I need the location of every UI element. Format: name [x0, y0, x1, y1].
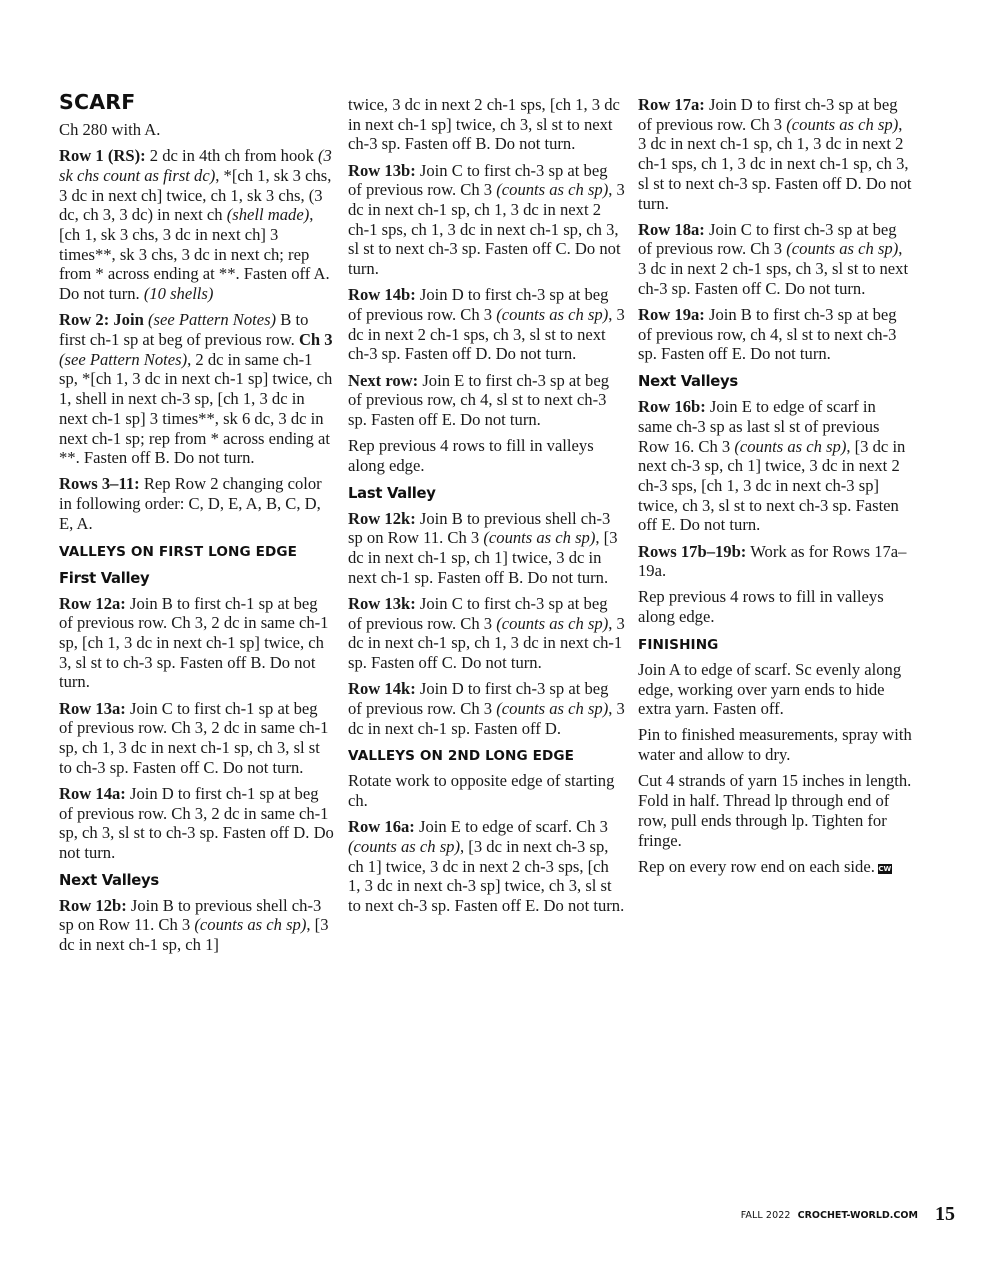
heading-last-valley: Last Valley	[348, 484, 436, 502]
paragraph-row-12b-continued: twice, 3 dc in next 2 ch-1 sps, [ch 1, 3 dc in next ch-1 sp] twice, ch 3, sl st to next ch-3 sp. Fasten off B. Do not turn.	[348, 95, 620, 154]
paragraph-row-16b: Row 16b: Join E to edge of scarf in same ch-3 sp as last sl st of previous Row 16. Ch 3 (counts as ch sp), [3 dc in next ch-3 sp, ch 1] twice, 3 dc in next 2 ch-3 sps, [ch 1, 3 dc in next ch-3 sp] twice, ch 3, sl st to next ch-3 sp. Fasten off E. Do not turn.	[638, 397, 906, 535]
paragraph-row-14a: Row 14a: Join D to first ch-1 sp at beg of previous row. Ch 3, 2 dc in same ch-1 sp, ch 3, sl st to ch-3 sp. Fasten off D. Do not turn.	[59, 783, 334, 862]
row-label: Rows 3–11:	[59, 474, 140, 494]
paragraph-row-13k: Row 13k: Join C to first ch-3 sp at beg of previous row. Ch 3 (counts as ch sp), 3 dc in next ch-1 sp, ch 1, 3 dc in next ch-1 sp. Fasten off C. Do not turn.	[348, 593, 625, 673]
paragraph-row-13b: Row 13b: Join C to first ch-3 sp at beg of previous row. Ch 3 (counts as ch sp), 3 dc in next ch-1 sp, ch 1, 3 dc in next 2 ch-1 sps, ch 1, 3 dc in next ch-1 sp, ch 3, sl st to next ch-3 sp. Fasten off C. Do not turn.	[348, 160, 625, 279]
page-footer	[600, 1203, 955, 1226]
row-label: Row 14a:	[59, 783, 126, 803]
paragraph-row-16a: Row 16a: Join E to edge of scarf. Ch 3 (counts as ch sp), [3 dc in next ch-3 sp, ch 1] twice, 3 dc in next 2 ch-3 sps, [ch 1, 3 dc in next ch-3 sp] twice, ch 3, sl st to next ch-3 sp. Fasten off E. Do not turn.	[348, 817, 625, 916]
text-column-3	[638, 95, 913, 883]
paragraph-row-12k: Row 12k: Join B to previous shell ch-3 sp on Row 11. Ch 3 (counts as ch sp), [3 dc in next ch-1 sp, ch 1] twice, 3 dc in next ch-1 sp. Fasten off B. Do not turn.	[348, 508, 618, 587]
paragraph-row-13a: Row 13a: Join C to first ch-1 sp at beg of previous row. Ch 3, 2 dc in same ch-1 sp, ch 1, 3 dc in next ch-1 sp, ch 3, sl st to ch-3 sp. Fasten off C. Do not turn.	[59, 698, 329, 777]
paragraph-finishing-4: Rep on every row end on each side. CW	[638, 856, 892, 876]
row-label: Row 2: Join	[59, 310, 144, 330]
heading-valleys-first-long-edge: VALLEYS ON FIRST LONG EDGE	[59, 543, 297, 560]
heading-valleys-2nd-long-edge: VALLEYS ON 2ND LONG EDGE	[348, 748, 575, 765]
paragraph-rotate: Rotate work to opposite edge of starting ch.	[348, 771, 615, 811]
text-column-2	[348, 95, 625, 922]
page-number: 15	[935, 1203, 955, 1225]
row-label: Row 13a:	[59, 698, 126, 718]
paragraph-row-12a: Row 12a: Join B to first ch-1 sp at beg of previous row. Ch 3, 2 dc in same ch-1 sp, [ch 1, 3 dc in next ch-1 sp] twice, ch 3, sl st to ch-3 sp. Fasten off B. Do not turn.	[59, 593, 329, 692]
paragraph-row-14k: Row 14k: Join D to first ch-3 sp at beg of previous row. Ch 3 (counts as ch sp), 3 dc in next ch-1 sp. Fasten off D.	[348, 679, 625, 738]
paragraph-rep-previous: Rep previous 4 rows to fill in valleys along edge.	[348, 436, 594, 475]
row-label: Row 16b:	[638, 397, 706, 417]
site-label: CROCHET-WORLD.COM	[797, 1210, 918, 1221]
row-label: Row 13k:	[348, 593, 416, 613]
paragraph-finishing-1: Join A to edge of scarf. Sc evenly along edge, working over yarn ends to hide extra yarn. Fasten off.	[638, 659, 902, 719]
heading-finishing: FINISHING	[638, 636, 719, 653]
heading-next-valleys: Next Valleys	[59, 871, 159, 889]
row-label: Row 16a:	[348, 817, 415, 837]
row-label: Row 17a:	[638, 95, 705, 114]
row-label: Row 12a:	[59, 593, 126, 613]
paragraph-row-1: Row 1 (RS): 2 dc in 4th ch from hook (3 sk chs count as first dc), *[ch 1, sk 3 chs, 3 dc in next ch] twice, ch 1, sk 3 chs, (3 dc, ch 3, 3 dc) in next ch (shell made), [ch 1, sk 3 chs, 3 dc in next ch] 3 times**, sk 3 chs, 3 dc in next ch; rep from * across ending at **. Fasten off A. Do not turn. (10 shells)	[59, 146, 332, 304]
row-label: Row 19a:	[638, 305, 705, 325]
heading-next-valleys: Next Valleys	[638, 373, 738, 391]
paragraph-next-row: Next row: Join E to first ch-3 sp at beg of previous row, ch 4, sl st to next ch-3 sp. Fasten off E. Do not turn.	[348, 370, 609, 430]
paragraph-row-19a: Row 19a: Join B to first ch-3 sp at beg of previous row, ch 4, sl st to next ch-3 sp. Fasten off E. Do not turn.	[638, 305, 897, 364]
issue-label: FALL 2022	[740, 1210, 791, 1221]
paragraph-row-12b: Row 12b: Join B to previous shell ch-3 sp on Row 11. Ch 3 (counts as ch sp), [3 dc in next ch-1 sp, ch 1]	[59, 895, 329, 955]
row-label: Row 13b:	[348, 160, 416, 180]
paragraph-finishing-2: Pin to finished measurements, spray with water and allow to dry.	[638, 725, 912, 765]
row-label: Rows 17b–19b:	[638, 541, 747, 561]
cw-end-mark-icon: CW	[878, 864, 892, 873]
paragraph-row-14b: Row 14b: Join D to first ch-3 sp at beg of previous row. Ch 3 (counts as ch sp), 3 dc in next 2 ch-1 sps, ch 3, sl st to next ch-3 sp. Fasten off D. Do not turn.	[348, 285, 625, 364]
row-label: Row 18a:	[638, 219, 705, 239]
paragraph-row-2: Row 2: Join (see Pattern Notes) B to first ch-1 sp at beg of previous row. Ch 3 (see Pattern Notes), 2 dc in same ch-1 sp, *[ch 1, 3 dc in next ch-1 sp] twice, ch 1, shell in next ch-3 sp, [ch 1, 3 dc in next ch-1 sp] 3 times**, sk 6 dc, 3 dc in next ch-1 sp; rep from * across ending at **. Fasten off B. Do not turn.	[59, 310, 333, 468]
paragraph-rows-17b-19b: Rows 17b–19b: Work as for Rows 17a–19a.	[638, 541, 907, 581]
row-label: Row 14k:	[348, 679, 416, 699]
paragraph-ch-intro: Ch 280 with A.	[59, 120, 161, 139]
paragraph-rep-previous: Rep previous 4 rows to fill in valleys along edge.	[638, 587, 884, 627]
text-column-1	[59, 90, 335, 961]
paragraph-finishing-3: Cut 4 strands of yarn 15 inches in length. Fold in half. Thread lp through end of row, pull ends through lp. Tighten for fringe.	[638, 771, 912, 850]
heading-first-valley: First Valley	[59, 569, 150, 587]
section-title-scarf: SCARF	[59, 90, 136, 114]
paragraph-row-18a: Row 18a: Join C to first ch-3 sp at beg of previous row. Ch 3 (counts as ch sp), 3 dc in next 2 ch-1 sps, ch 3, sl st to next ch-3 sp. Fasten off C. Do not turn.	[638, 219, 909, 298]
row-label: Row 12b:	[59, 895, 127, 915]
row-label: Row 12k:	[348, 508, 416, 528]
row-label: Next row:	[348, 370, 419, 390]
row-label: Row 1 (RS):	[59, 146, 146, 166]
paragraph-rows-3-11: Rows 3–11: Rep Row 2 changing color in following order: C, D, E, A, B, C, D, E, A.	[59, 474, 322, 533]
row-label: Row 14b:	[348, 285, 416, 305]
paragraph-row-17a: Row 17a: Join D to first ch-3 sp at beg of previous row. Ch 3 (counts as ch sp), 3 dc in next ch-1 sp, ch 1, 3 dc in next 2 ch-1 sps, ch 1, 3 dc in next ch-1 sp, ch 3, sl st to next ch-3 sp. Fasten off D. Do not turn.	[638, 95, 912, 213]
